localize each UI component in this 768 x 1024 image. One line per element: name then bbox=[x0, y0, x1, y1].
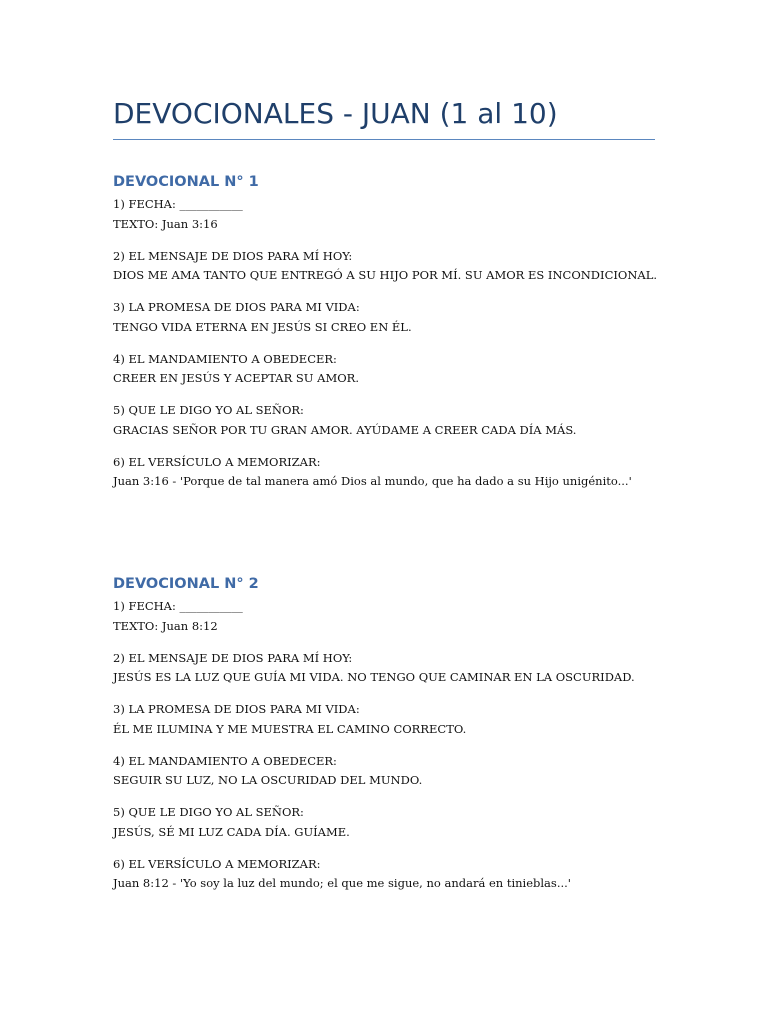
message-text: JESÚS ES LA LUZ QUE GUÍA MI VIDA. NO TENGO QUE CAMINAR EN LA OSCURIDAD. bbox=[113, 670, 635, 684]
message-block bbox=[113, 247, 655, 286]
promise-label: 3) LA PROMESA DE DIOS PARA MI VIDA: bbox=[113, 300, 360, 314]
prayer-label: 5) QUE LE DIGO YO AL SEÑOR: bbox=[113, 805, 304, 819]
devotional-heading: DEVOCIONAL N° 2 bbox=[113, 576, 259, 592]
commandment-block bbox=[113, 350, 655, 389]
commandment-block bbox=[113, 752, 655, 791]
promise-label: 3) LA PROMESA DE DIOS PARA MI VIDA: bbox=[113, 702, 360, 716]
document-title: DEVOCIONALES - JUAN (1 al 10) bbox=[113, 97, 558, 130]
memory-verse-block bbox=[113, 855, 655, 894]
prayer-label: 5) QUE LE DIGO YO AL SEÑOR: bbox=[113, 403, 304, 417]
memory-verse-label: 6) EL VERSÍCULO A MEMORIZAR: bbox=[113, 856, 321, 871]
prayer-block bbox=[113, 803, 655, 842]
commandment-text: CREER EN JESÚS Y ACEPTAR SU AMOR. bbox=[113, 371, 359, 385]
message-label: 2) EL MENSAJE DE DIOS PARA MÍ HOY: bbox=[113, 248, 353, 263]
memory-verse-label: 6) EL VERSÍCULO A MEMORIZAR: bbox=[113, 454, 321, 469]
promise-text: TENGO VIDA ETERNA EN JESÚS SI CREO EN ÉL. bbox=[113, 319, 412, 334]
scripture-reference: TEXTO: Juan 3:16 bbox=[113, 216, 218, 231]
promise-text: ÉL ME ILUMINA Y ME MUESTRA EL CAMINO CORRECTO. bbox=[113, 721, 467, 736]
devotional-section-1 bbox=[113, 172, 655, 504]
date-and-text-block bbox=[113, 597, 655, 636]
memory-verse-text: Juan 8:12 - 'Yo soy la luz del mundo; el que me sigue, no andará en tinieblas...' bbox=[113, 876, 571, 890]
date-and-text-block bbox=[113, 195, 655, 234]
scripture-reference: TEXTO: Juan 8:12 bbox=[113, 618, 218, 633]
date-field: 1) FECHA: ___________ bbox=[113, 599, 243, 613]
memory-verse-text: Juan 3:16 - 'Porque de tal manera amó Dios al mundo, que ha dado a su Hijo unigénito...' bbox=[113, 474, 632, 488]
commandment-text: SEGUIR SU LUZ, NO LA OSCURIDAD DEL MUNDO. bbox=[113, 773, 423, 787]
promise-block bbox=[113, 700, 655, 739]
devotional-heading: DEVOCIONAL N° 1 bbox=[113, 174, 259, 190]
promise-block bbox=[113, 298, 655, 337]
commandment-label: 4) EL MANDAMIENTO A OBEDECER: bbox=[113, 351, 337, 366]
title-underline bbox=[113, 139, 655, 140]
prayer-block bbox=[113, 401, 655, 440]
prayer-text: GRACIAS SEÑOR POR TU GRAN AMOR. AYÚDAME A CREER CADA DÍA MÁS. bbox=[113, 422, 577, 437]
message-block bbox=[113, 649, 655, 688]
date-field: 1) FECHA: ___________ bbox=[113, 197, 243, 211]
prayer-text: JESÚS, SÉ MI LUZ CADA DÍA. GUÍAME. bbox=[113, 824, 350, 839]
memory-verse-block bbox=[113, 453, 655, 492]
message-label: 2) EL MENSAJE DE DIOS PARA MÍ HOY: bbox=[113, 650, 353, 665]
message-text: DIOS ME AMA TANTO QUE ENTREGÓ A SU HIJO POR MÍ. SU AMOR ES INCONDICIONAL. bbox=[113, 268, 657, 282]
commandment-label: 4) EL MANDAMIENTO A OBEDECER: bbox=[113, 753, 337, 768]
devotional-section-2 bbox=[113, 574, 655, 906]
